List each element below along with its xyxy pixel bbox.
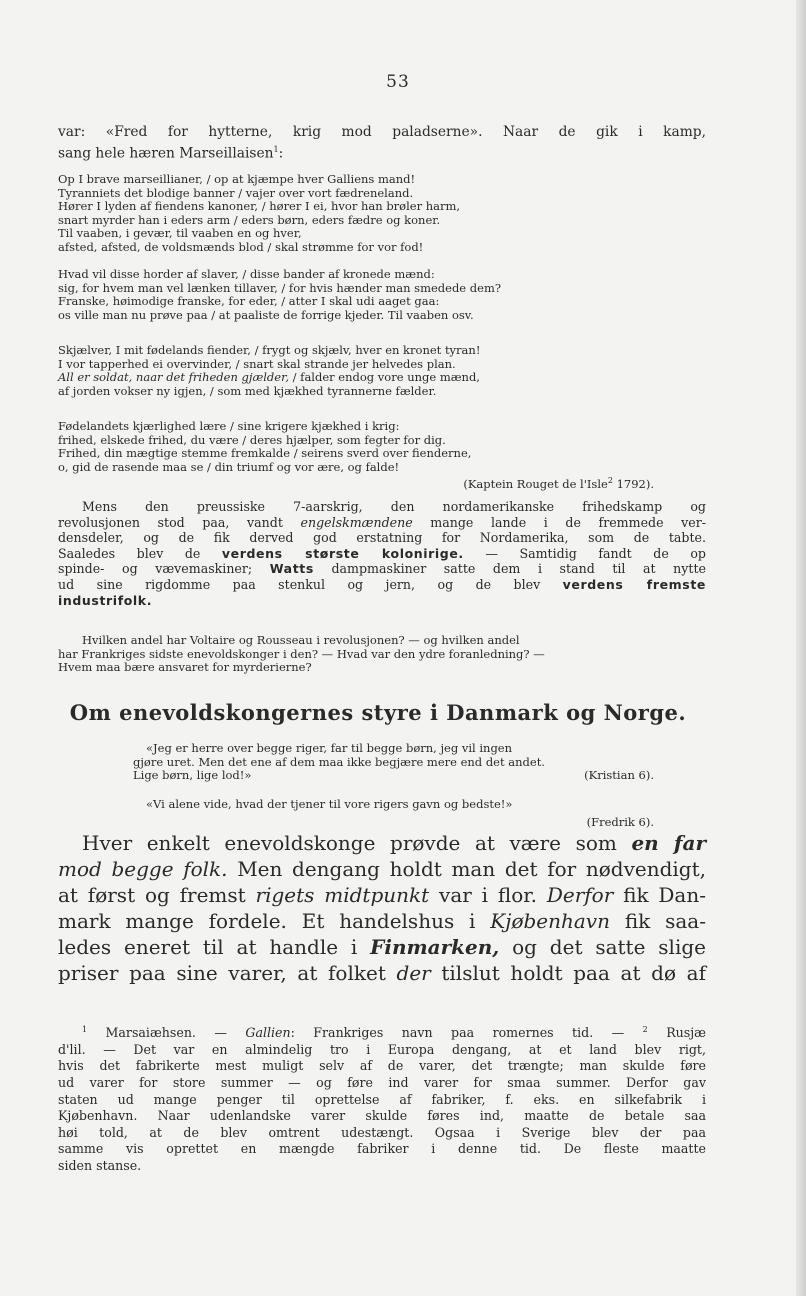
text-line: spinde- og vævemaskiner; Watts dampmaskiner satte dem i stand til at nytte	[58, 561, 706, 577]
paragraph-colonies	[58, 499, 706, 608]
poem-line: frihed, elskede frihed, du være / deres hjælper, som fegter for dig.	[58, 432, 446, 447]
poem-line: os ville man nu prøve paa / at paaliste de forrige kjeder. Til vaaben osv.	[58, 307, 474, 322]
poem-line: af jorden vokser ny igjen, / som med kjækhed tyrannerne fælder.	[58, 383, 437, 398]
text-line: mod begge folk. Men dengang holdt man det for nødvendigt,	[58, 857, 707, 881]
poem-stanza-2	[58, 268, 706, 322]
quote-credit: (Kristian 6).	[584, 768, 654, 783]
question-line: Hvem maa bære ansvaret for myrderierne?	[58, 660, 312, 675]
footnote-line: d'lil. — Det var en almindelig tro i Europa dengang, at et land blev rigt,	[58, 1041, 706, 1057]
poem-line: Til vaaben, i gevær, til vaaben en og hver,	[58, 226, 302, 241]
text-line: at først og fremst rigets midtpunkt var i flor. Derfor fik Dan-	[58, 883, 706, 907]
intro-line: var: «Fred for hytterne, krig mod paladserne». Naar de gik i kamp,	[58, 124, 706, 140]
footnote-line: Kjøbenhavn. Naar udenlandske varer skulde føres ind, maatte de betale saa	[58, 1108, 706, 1124]
poem-line: Op I brave marseillianer, / op at kjæmpe hver Galliens mand!	[58, 172, 416, 186]
text-line: priser paa sine varer, at folket der tilslut holdt paa at dø af	[58, 961, 706, 985]
quote-line: «Vi alene vide, hvad der tjener til vore rigers gavn og bedste!»	[146, 797, 513, 811]
paragraph-enevold	[58, 830, 706, 986]
question-line: Hvilken andel har Voltaire og Rousseau i revolusjonen? — og hvilken andel	[82, 633, 520, 647]
footnote-line: høi told, at de blev omtrent udestængt. Ogsaa i Sverige blev der paa	[58, 1124, 706, 1140]
text-line: mark mange fordele. Et handelshus i Kjøbenhavn fik saa-	[58, 909, 706, 933]
poem-line: afsted, afsted, de voldsmænds blod / skal strømme for vor fod!	[58, 239, 424, 254]
poem-stanza-1	[58, 173, 706, 255]
text-line: Mens den preussiske 7-aarskrig, den nordamerikanske frihedskamp og	[82, 499, 706, 514]
text-line: ledes eneret til at handle i Finmarken, og det satte slige	[58, 935, 706, 959]
footnote-line: staten ud mange penger til oprettelse af fabriker, f. eks. en silkefabrik i	[58, 1091, 706, 1107]
intro-line: sang hele hæren Marseillaisen$^1$:	[58, 145, 284, 162]
footnote-line: samme vis oprettet en mængde fabriker i denne tid. De fleste maatte	[58, 1141, 706, 1157]
quote-credit: (Fredrik 6).	[586, 814, 654, 829]
quote-fredrik	[58, 798, 706, 829]
page-edge	[796, 0, 806, 1296]
text-line: densdeler, og de fik derved god erstatning for Nordamerika, som de tabte.	[58, 530, 706, 546]
page-number: 53	[386, 72, 410, 92]
poem-line: Tyranniets det blodige banner / vajer over vort fædreneland.	[58, 185, 414, 200]
poem-line: Frihed, din mægtige stemme fremkalde / seirens sverd over fienderne,	[58, 446, 472, 461]
text-line: ud sine rigdomme paa stenkul og jern, og de blev verdens fremste	[58, 576, 706, 592]
footnotes	[58, 1022, 706, 1175]
poem-line: All er soldat, naar det friheden gjælder, / falder endog vore unge mænd,	[58, 370, 480, 385]
quote-kristian	[58, 742, 706, 783]
poem-line: Franske, høimodige franske, for eder, / atter I skal udi aaget gaa:	[58, 294, 440, 309]
text-line: Saaledes blev de verdens største kolonirige. — Samtidig fandt de op	[58, 545, 706, 561]
poem-credit: (Kaptein Rouget de l'Isle$^2$ 1792).	[463, 476, 654, 492]
text-line: revolusjonen stod paa, vandt engelskmændene mange lande i de fremmede ver-	[58, 514, 706, 530]
poem-line: I vor tapperhed ei overvinder, / snart skal strande jer helvedes plan.	[58, 356, 456, 371]
poem-stanza-3	[58, 344, 706, 398]
quote-line: gjøre uret. Men det ene af dem maa ikke begjære mere end det andet.	[133, 754, 545, 769]
footnote-line: hvis det fabrikerte mest muligt selv af de varer, det trængte; man skulde føre	[58, 1058, 706, 1074]
footnote-line: siden stanse.	[58, 1157, 142, 1173]
quote-line: Lige børn, lige lod!» (Kristian 6).	[133, 768, 654, 783]
poem-line: snart myrder han i eders arm / eders børn, eders fædre og koner.	[58, 212, 441, 227]
poem-line: Fødelandets kjærlighed lære / sine krigere kjækhed i krig:	[58, 419, 400, 433]
poem-line: Hører I lyden af fiendens kanoner, / hører I ei, hvor han brøler harm,	[58, 199, 461, 214]
poem-line: Skjælver, I mit fødelands fiender, / frygt og skjælv, hver en kronet tyran!	[58, 343, 481, 357]
question-line: har Frankriges sidste enevoldskonger i den? — Hvad var den ydre foranledning? —	[58, 646, 545, 661]
section-heading: Om enevoldskongernes styre i Danmark og Norge.	[69, 700, 687, 725]
intro-paragraph	[58, 124, 706, 163]
text-line: Hver enkelt enevoldskonge prøvde at være som en far	[82, 831, 706, 855]
poem-line: sig, for hvem man vel lænken tillaver, / for hvis hænder man smedede dem?	[58, 280, 502, 295]
footnote-line: ud varer for store summer — og føre ind varer for smaa summer. Derfor gav	[58, 1074, 706, 1090]
poem-stanza-4	[58, 420, 706, 492]
poem-line: o, gid de rasende maa se / din triumf og vor ære, og falde!	[58, 459, 400, 474]
paragraph-questions	[58, 634, 706, 675]
quote-line: «Jeg er herre over begge riger, far til begge børn, jeg vil ingen	[146, 741, 513, 755]
poem-line: Hvad vil disse horder af slaver, / disse bander af kronede mænd:	[58, 267, 435, 281]
footnote-line: $^1$ Marsaiæhsen. — Gallien: Frankriges navn paa romernes tid. — $^2$ Rusjæ	[82, 1025, 706, 1041]
footnote-ref: 1	[273, 145, 279, 155]
text-line: industrifolk.	[58, 592, 153, 608]
